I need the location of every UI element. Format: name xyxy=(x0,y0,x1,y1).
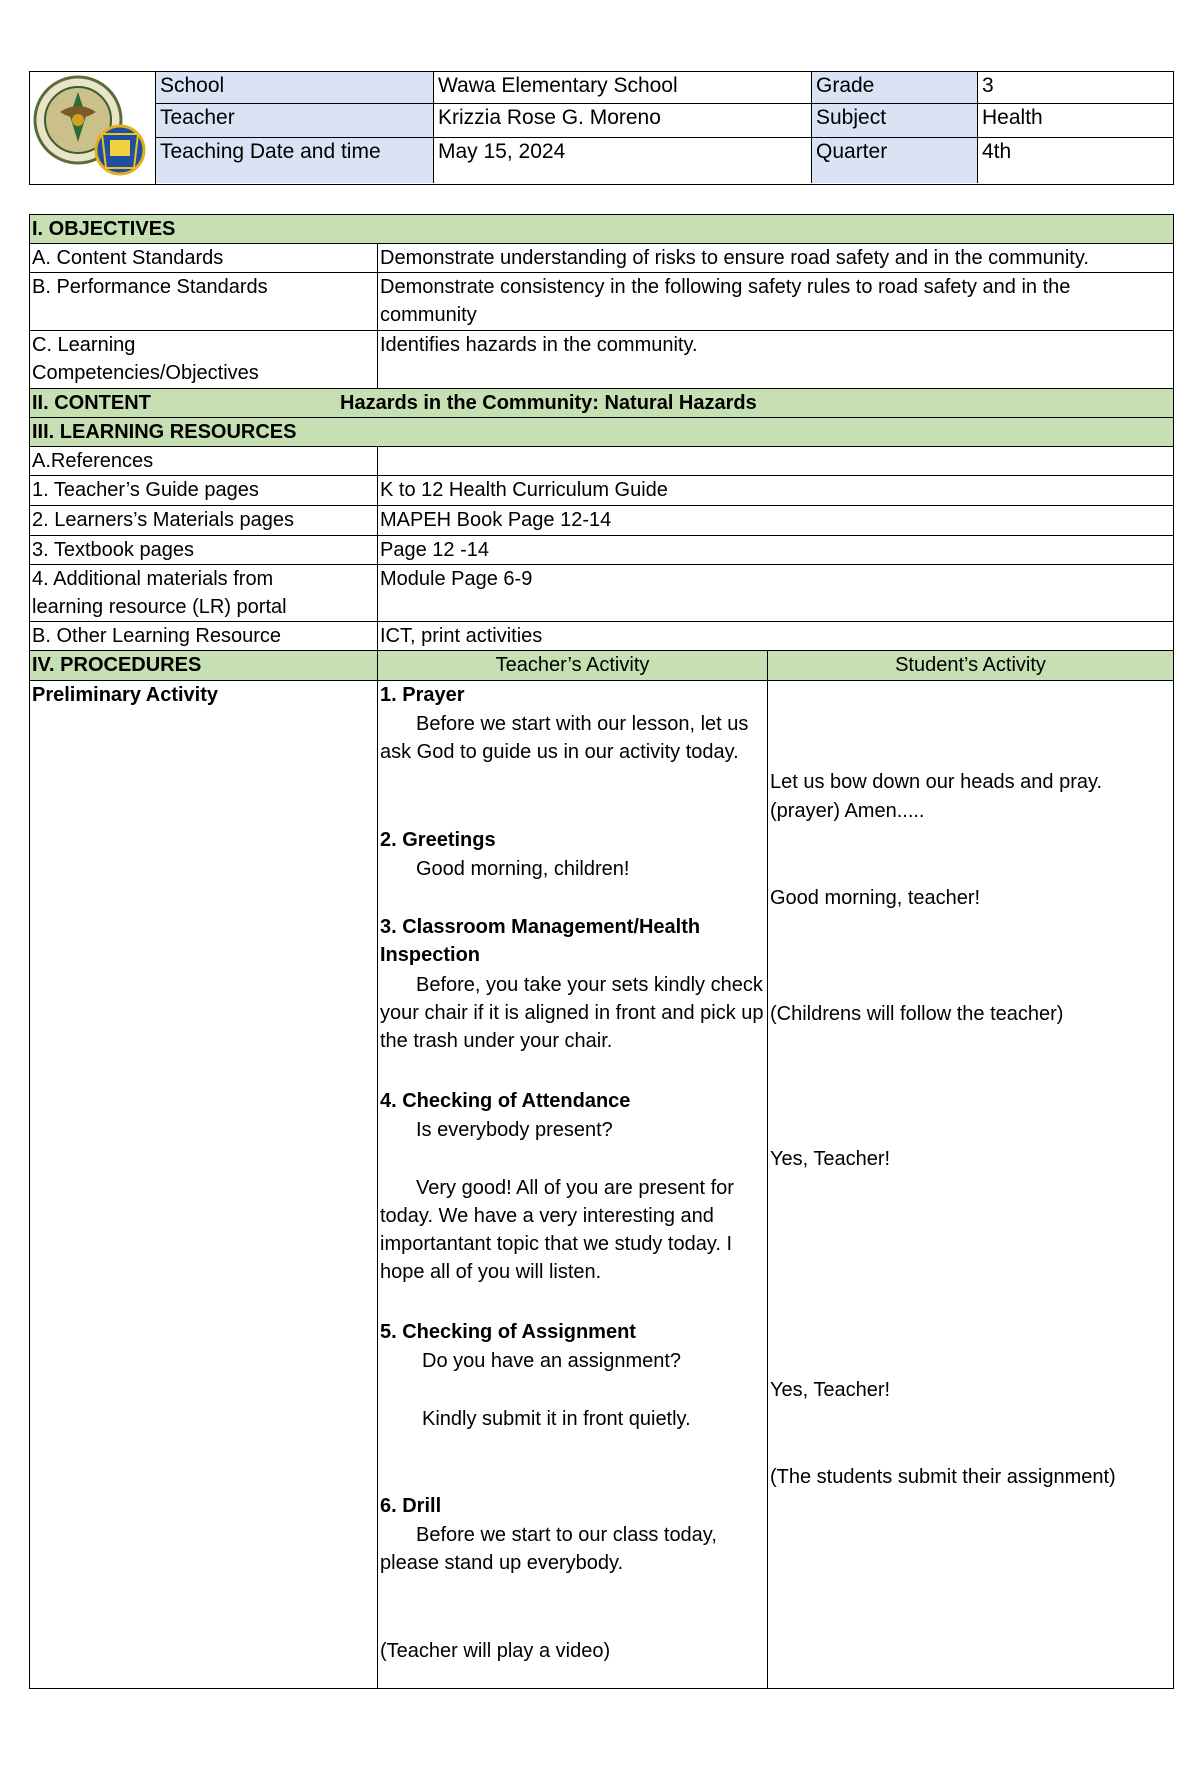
quarter-label: Quarter xyxy=(812,138,978,183)
resource-value: Module Page 6-9 xyxy=(380,568,533,590)
student-prayer-amen: (prayer) Amen..... xyxy=(770,800,925,822)
preliminary-activity-row xyxy=(30,681,1173,1689)
teacher-label: Teacher xyxy=(156,104,434,137)
student-prayer: Let us bow down our heads and pray. xyxy=(770,771,1103,793)
resource-label: 3. Textbook pages xyxy=(30,536,378,564)
resource-label: 1. Teacher’s Guide pages xyxy=(30,476,378,505)
resources-heading-row xyxy=(30,418,1173,447)
student-submit: (The students submit their assignment) xyxy=(770,1466,1116,1488)
content-heading: II. CONTENT xyxy=(32,392,151,414)
competencies-row xyxy=(30,331,1173,389)
resource-value xyxy=(378,447,1173,475)
date-label: Teaching Date and time xyxy=(156,138,434,183)
header-row-teacher xyxy=(156,104,1173,138)
content-title: Hazards in the Community: Natural Hazards xyxy=(340,392,757,414)
resource-label: B. Other Learning Resource xyxy=(30,622,378,650)
resource-label: A.References xyxy=(30,447,378,475)
teacher-activity-cell xyxy=(378,681,768,1688)
student-greeting: Good morning, teacher! xyxy=(770,887,981,909)
resource-value: ICT, print activities xyxy=(380,625,543,647)
content-standards-label: A. Content Standards xyxy=(30,244,378,272)
drill-title: 6. Drill xyxy=(380,1495,442,1517)
student-activity-header: Student’s Activity xyxy=(895,654,1046,676)
attendance-text: Very good! All of you are present for today. We have a very interesting and importantant topic that we study today. I hope all of you will listen. xyxy=(380,1177,734,1283)
resource-row xyxy=(30,536,1173,565)
objectives-heading-row xyxy=(30,215,1173,244)
performance-standards-value: Demonstrate consistency in the following safety rules to road safety and in the community xyxy=(380,276,1071,326)
performance-standards-label: B. Performance Standards xyxy=(30,273,378,330)
resource-row xyxy=(30,447,1173,476)
assignment-title: 5. Checking of Assignment xyxy=(380,1321,636,1343)
school-label: School xyxy=(156,72,434,103)
drill-text: Before we start to our class today, please stand up everybody. xyxy=(380,1524,717,1574)
logo-cell xyxy=(30,72,156,184)
lesson-plan-table xyxy=(29,214,1174,1689)
resource-value: MAPEH Book Page 12-14 xyxy=(380,509,612,531)
assignment-question: Do you have an assignment? xyxy=(422,1350,682,1372)
attendance-title: 4. Checking of Attendance xyxy=(380,1090,631,1112)
prayer-text: Before we start with our lesson, let us ask God to guide us in our activity today. xyxy=(380,713,749,763)
procedures-heading-row xyxy=(30,651,1173,681)
resource-label: 4. Additional materials from learning resource (LR) portal xyxy=(30,565,378,621)
teacher-activity-header: Teacher’s Activity xyxy=(378,651,768,680)
header-table xyxy=(29,71,1174,185)
school-value: Wawa Elementary School xyxy=(434,72,812,103)
attendance-question: Is everybody present? xyxy=(416,1119,613,1141)
resource-row xyxy=(30,506,1173,536)
resource-row xyxy=(30,622,1173,651)
greetings-title: 2. Greetings xyxy=(380,829,496,851)
competencies-label: C. Learning Competencies/Objectives xyxy=(30,331,378,388)
school-seal-logo xyxy=(30,72,154,183)
grade-label: Grade xyxy=(812,72,978,103)
resource-row xyxy=(30,565,1173,622)
header-row-date xyxy=(156,138,1173,183)
content-standards-value: Demonstrate understanding of risks to ensure road safety and in the community. xyxy=(380,247,1089,269)
drill-note: (Teacher will play a video) xyxy=(380,1640,611,1662)
assignment-text: Kindly submit it in front quietly. xyxy=(422,1408,691,1430)
teacher-value: Krizzia Rose G. Moreno xyxy=(434,104,812,137)
competencies-value: Identifies hazards in the community. xyxy=(380,334,698,356)
quarter-value: 4th xyxy=(982,140,1012,163)
greetings-text: Good morning, children! xyxy=(416,858,630,880)
grade-value: 3 xyxy=(982,74,994,97)
resource-label: 2. Learners’s Materials pages xyxy=(30,506,378,535)
content-standards-row xyxy=(30,244,1173,273)
resource-value: K to 12 Health Curriculum Guide xyxy=(380,479,668,501)
management-text: Before, you take your sets kindly check your chair if it is aligned in front and pick up the trash under your chair. xyxy=(380,974,764,1052)
header-row-school xyxy=(156,72,1173,104)
resource-value: Page 12 -14 xyxy=(380,539,489,561)
student-management: (Childrens will follow the teacher) xyxy=(770,1003,1064,1025)
objectives-heading: I. OBJECTIVES xyxy=(32,218,176,240)
procedures-heading: IV. PROCEDURES xyxy=(30,651,378,680)
student-activity-cell xyxy=(768,681,1173,1688)
content-heading-row xyxy=(30,389,1173,418)
subject-value: Health xyxy=(982,106,1043,129)
resources-heading: III. LEARNING RESOURCES xyxy=(32,421,297,443)
prayer-title: 1. Prayer xyxy=(380,684,465,706)
preliminary-activity-label: Preliminary Activity xyxy=(30,681,378,1688)
performance-standards-row xyxy=(30,273,1173,331)
management-title: 3. Classroom Management/Health Inspection xyxy=(380,916,701,966)
student-assignment: Yes, Teacher! xyxy=(770,1379,891,1401)
student-attendance: Yes, Teacher! xyxy=(770,1148,891,1170)
resource-row xyxy=(30,476,1173,506)
date-value: May 15, 2024 xyxy=(434,138,812,183)
subject-label: Subject xyxy=(812,104,978,137)
